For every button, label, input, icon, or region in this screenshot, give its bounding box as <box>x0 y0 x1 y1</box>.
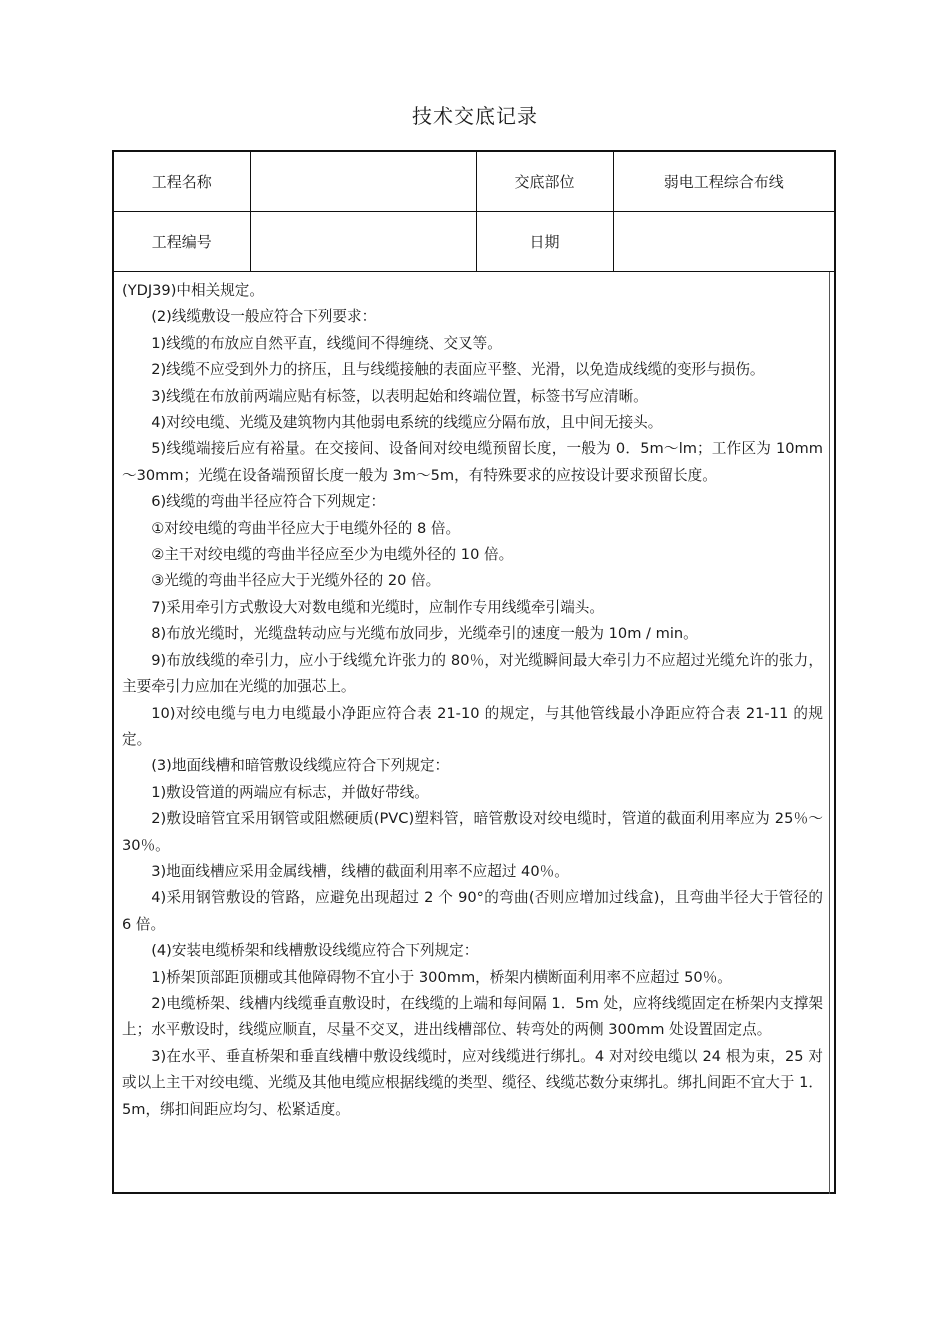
content-paragraph: ③光缆的弯曲半径应大于光缆外径的 20 倍。 <box>151 572 441 590</box>
content-paragraph: 2)电缆桥架、线槽内线缆垂直敷设时，在线缆的上端和每间隔 1．5m 处，应将线缆固定在桥架内支撑架上；水平敷设时，线缆应顺直，尽量不交叉，进出线槽部位、转弯处的两侧 300mm 处设置固定点。 <box>122 994 823 1039</box>
date-value <box>613 212 834 272</box>
content-paragraph: (4)安装电缆桥架和线槽敷设线缆应符合下列规定： <box>151 942 479 960</box>
content-paragraph: 10)对绞电缆与电力电缆最小净距应符合表 21-10 的规定，与其他管线最小净距应符合表 21-11 的规定。 <box>122 704 823 748</box>
content-paragraph: 3)地面线槽应采用金属线槽，线槽的截面利用率不应超过 40％。 <box>151 862 569 880</box>
content-paragraph: 1)桥架顶部距顶棚或其他障碍物不宜小于 300mm，桥架内横断面利用率不应超过 50％。 <box>151 968 732 986</box>
record-form <box>112 150 836 1194</box>
content-paragraph: 8)布放光缆时，光缆盘转动应与光缆布放同步，光缆牵引的速度一般为 10m / min。 <box>151 625 698 643</box>
document-title: 技术交底记录 <box>412 104 538 128</box>
project-no-label: 工程编号 <box>114 212 250 272</box>
content-paragraph: 5)线缆端接后应有裕量。在交接间、设备间对绞电缆预留长度，一般为 0．5m～lm；工作区为 10mm～30mm；光缆在设备端预留长度一般为 3m～5m，有特殊要求的应按设计要求预留长度。 <box>122 440 823 484</box>
header-row-2 <box>114 212 834 272</box>
date-label: 日期 <box>476 212 613 272</box>
content-paragraph: ②主干对绞电缆的弯曲半径应至少为电缆外径的 10 倍。 <box>151 546 514 564</box>
content-paragraph: 9)布放线缆的牵引力，应小于线缆允许张力的 80％，对光缆瞬间最大牵引力不应超过光缆允许的张力，主要牵引力应加在光缆的加强芯上。 <box>122 651 823 696</box>
project-name-label: 工程名称 <box>114 152 250 212</box>
content-paragraph: 3)线缆在布放前两端应贴有标签，以表明起始和终端位置，标签书写应清晰。 <box>151 387 648 405</box>
content-paragraph: 2)敷设暗管宜采用钢管或阻燃硬质(PVC)塑料管，暗管敷设对绞电缆时，管道的截面利用率应为 25％～30％。 <box>122 810 823 854</box>
content-paragraph: 1)敷设管道的两端应有标志，并做好带线。 <box>151 783 429 801</box>
content-paragraph: 4)采用钢管敷设的管路，应避免出现超过 2 个 90°的弯曲(否则应增加过线盒)，且弯曲半径大于管径的 6 倍。 <box>122 889 823 933</box>
project-no-value <box>250 212 476 272</box>
content-paragraph: ①对绞电缆的弯曲半径应大于电缆外径的 8 倍。 <box>151 519 461 537</box>
content-paragraph: 1)线缆的布放应自然平直，线缆间不得缠绕、交叉等。 <box>151 334 502 352</box>
header-row-1 <box>114 152 834 212</box>
content-paragraph: 6)线缆的弯曲半径应符合下列规定： <box>151 493 386 511</box>
header-table <box>114 152 834 272</box>
disclosure-content <box>114 272 830 1194</box>
content-paragraph: (YDJ39)中相关规定。 <box>122 282 264 299</box>
content-paragraph: (2)线缆敷设一般应符合下列要求： <box>151 308 377 326</box>
content-paragraph: 7)采用牵引方式敷设大对数电缆和光缆时，应制作专用线缆牵引端头。 <box>151 598 604 616</box>
location-value: 弱电工程综合布线 <box>613 152 834 212</box>
content-paragraph: 3)在水平、垂直桥架和垂直线槽中敷设线缆时，应对线缆进行绑扎。4 对对绞电缆以 24 根为束，25 对或以上主干对绞电缆、光缆及其他电缆应根据线缆的类型、缆径、线缆芯数分束绑扎。绑扎间距不宜大于 1．5m，绑扣间距应均匀、松紧适度。 <box>122 1047 823 1118</box>
content-paragraph: (3)地面线槽和暗管敷设线缆应符合下列规定： <box>151 757 450 775</box>
project-name-value <box>250 152 476 212</box>
content-paragraph: 4)对绞电缆、光缆及建筑物内其他弱电系统的线缆应分隔布放，且中间无接头。 <box>151 414 663 432</box>
content-paragraph: 2)线缆不应受到外力的挤压，且与线缆接触的表面应平整、光滑，以免造成线缆的变形与损伤。 <box>151 361 765 379</box>
location-label: 交底部位 <box>476 152 613 212</box>
